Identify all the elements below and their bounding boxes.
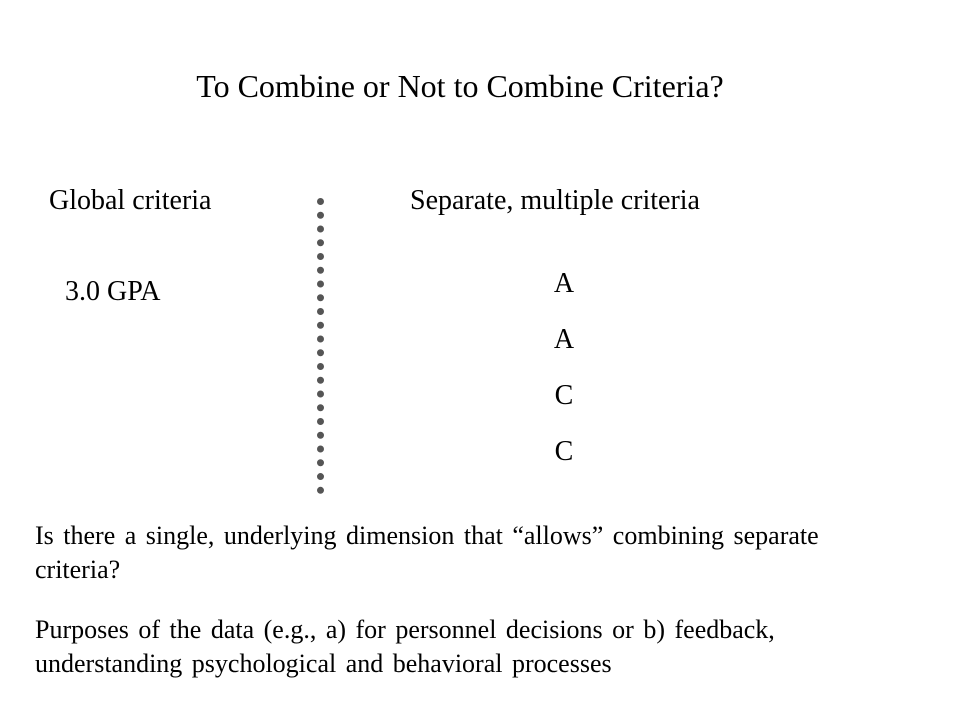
slide-title: To Combine or Not to Combine Criteria? bbox=[196, 68, 724, 104]
global-criteria-value: 3.0 GPA bbox=[65, 276, 161, 307]
grade-item: C bbox=[554, 436, 574, 467]
separate-criteria-grades bbox=[540, 266, 588, 490]
grade-item: C bbox=[554, 380, 574, 411]
grade-item: A bbox=[553, 268, 575, 299]
column-divider bbox=[317, 198, 324, 494]
grade-item: A bbox=[553, 324, 575, 355]
combining-question: Is there a single, underlying dimension that “allows” combining separate criteria? bbox=[35, 521, 819, 584]
separate-criteria-heading: Separate, multiple criteria bbox=[410, 185, 700, 216]
global-criteria-heading: Global criteria bbox=[49, 185, 212, 216]
data-purposes-text: Purposes of the data (e.g., a) for personnel decisions or b) feedback, understanding psychological and behavioral processes bbox=[35, 615, 775, 678]
